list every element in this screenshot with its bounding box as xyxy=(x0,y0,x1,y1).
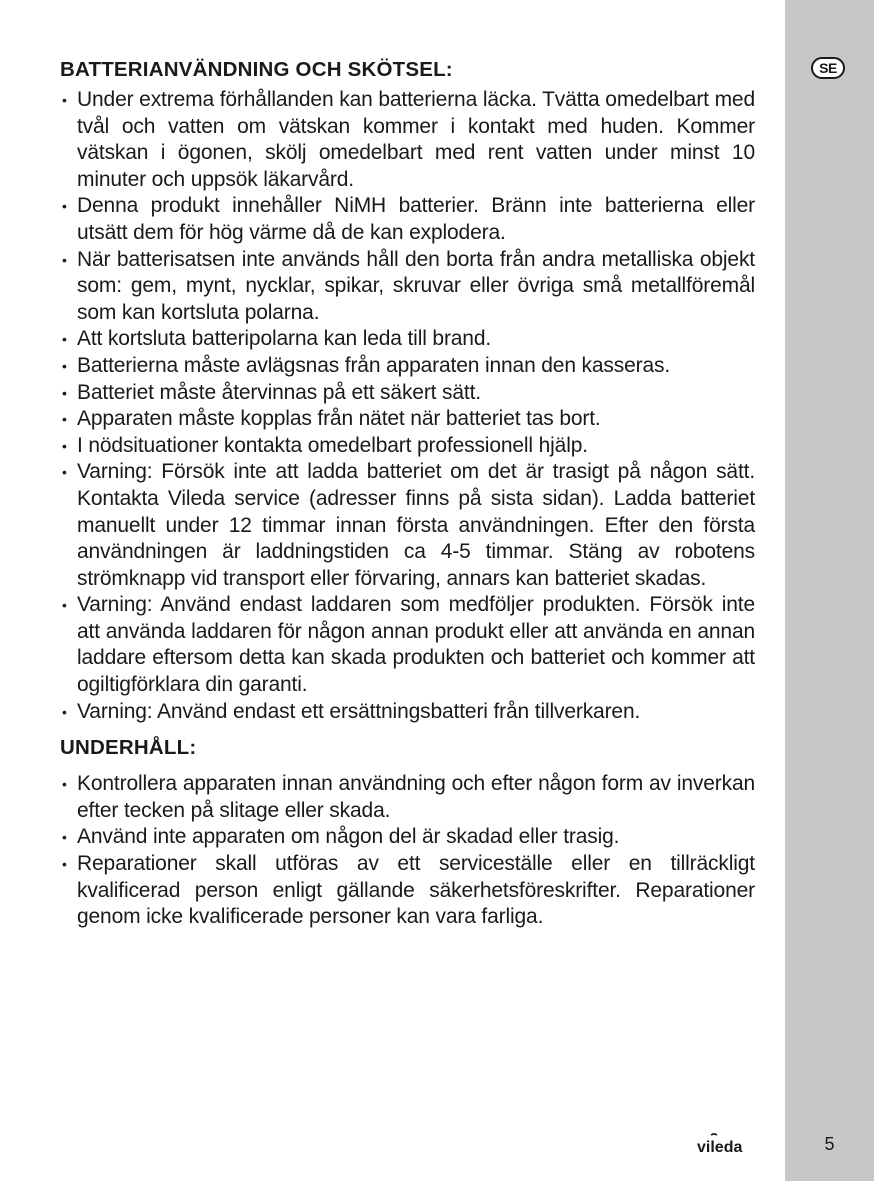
list-item xyxy=(60,380,755,407)
page-number: 5 xyxy=(824,1134,835,1154)
list-item xyxy=(60,851,755,931)
list-item-text: Apparaten måste kopplas från nätet när batteriet tas bort. xyxy=(77,407,601,431)
list-item xyxy=(60,87,755,193)
list-item xyxy=(60,771,755,824)
list-item xyxy=(60,433,755,460)
language-badge: SE xyxy=(811,57,845,79)
list-item-text: Kontrollera apparaten innan användning och efter någon form av inverkan efter tecken på slitage eller skada. xyxy=(77,772,755,822)
side-tab-bar xyxy=(785,0,874,1181)
list-item-text: Använd inte apparaten om någon del är skadad eller trasig. xyxy=(77,825,620,849)
bullet-icon: • xyxy=(62,437,67,454)
list-item xyxy=(60,353,755,380)
list-item xyxy=(60,326,755,353)
list-item xyxy=(60,459,755,592)
bullet-icon: • xyxy=(62,357,67,374)
list-item-text: Varning: Försök inte att ladda batteriet om det är trasigt på någon sätt. Kontakta Vileda service (adresser finns på sista sidan). Ladda batteriet manuellt under 12 timmar innan första användningen. Efter den första användningen är laddningstiden ca 4-5 timmar. Stäng av robotens strömknapp vid transport eller förvaring, annars kan batteriet skadas. xyxy=(77,460,755,590)
bullet-icon: • xyxy=(62,776,67,793)
list-item-text: Varning: Använd endast laddaren som medföljer produkten. Försök inte att använda laddaren för någon annan produkt eller att använda en annan laddare eftersom detta kan skada produkten och batteriet och kommer att ogiltigförklara din garanti. xyxy=(77,593,755,697)
bullet-icon: • xyxy=(62,856,67,873)
bullet-icon: • xyxy=(62,464,67,481)
section-heading-maintenance: UNDERHÅLL: xyxy=(60,736,197,760)
list-item xyxy=(60,247,755,327)
list-item-text: Denna produkt innehåller NiMH batterier. Bränn inte batterierna eller utsätt dem för hög värme då de kan explodera. xyxy=(77,194,755,244)
list-item-text: Reparationer skall utföras av ett serviceställe eller en tillräckligt kvalificerad person enligt gällande säkerhetsföreskrifter. Reparationer genom icke kvalificerade personer kan vara farliga. xyxy=(77,852,755,929)
battery-list xyxy=(60,87,755,725)
bullet-icon: • xyxy=(62,703,67,720)
logo-swoosh-icon xyxy=(711,1134,717,1135)
list-item-text: Batteriet måste återvinnas på ett säkert sätt. xyxy=(77,380,481,404)
bullet-icon: • xyxy=(62,384,67,401)
list-item xyxy=(60,193,755,246)
list-item xyxy=(60,592,755,698)
section-heading-battery: BATTERIANVÄNDNING OCH SKÖTSEL: xyxy=(60,58,453,81)
list-item-text: Batterierna måste avlägsnas från apparaten innan den kasseras. xyxy=(77,353,671,377)
vileda-logo xyxy=(697,1133,757,1157)
bullet-icon: • xyxy=(62,331,67,348)
document-body xyxy=(60,57,755,931)
list-item xyxy=(60,824,755,851)
logo-text: vileda xyxy=(697,1139,743,1156)
bullet-icon: • xyxy=(62,92,67,108)
list-item-text: Varning: Använd endast ett ersättningsbatteri från tillverkaren. xyxy=(77,699,641,723)
list-item-text: När batterisatsen inte används håll den borta från andra metalliska objekt som: gem, mynt, nycklar, spikar, skruvar eller övriga små metallföremål som kan kortsluta polarna. xyxy=(77,247,755,324)
bullet-icon: • xyxy=(62,597,67,614)
list-item xyxy=(60,406,755,433)
list-item-text: Under extrema förhållanden kan batterierna läcka. Tvätta omedelbart med tvål och vatten om vätskan kommer i kontakt med huden. Kommer vätskan i ögonen, skölj omedelbart med rent vatten under minst 10 minuter och uppsök läkarvård. xyxy=(77,88,755,191)
bullet-icon: • xyxy=(62,411,67,428)
maintenance-list xyxy=(60,771,755,931)
bullet-icon: • xyxy=(62,829,67,846)
list-item-text: I nödsituationer kontakta omedelbart professionell hjälp. xyxy=(77,433,588,457)
list-item xyxy=(60,699,755,726)
list-item-text: Att kortsluta batteripolarna kan leda till brand. xyxy=(77,327,492,351)
bullet-icon: • xyxy=(62,251,67,268)
bullet-icon: • xyxy=(62,198,67,215)
